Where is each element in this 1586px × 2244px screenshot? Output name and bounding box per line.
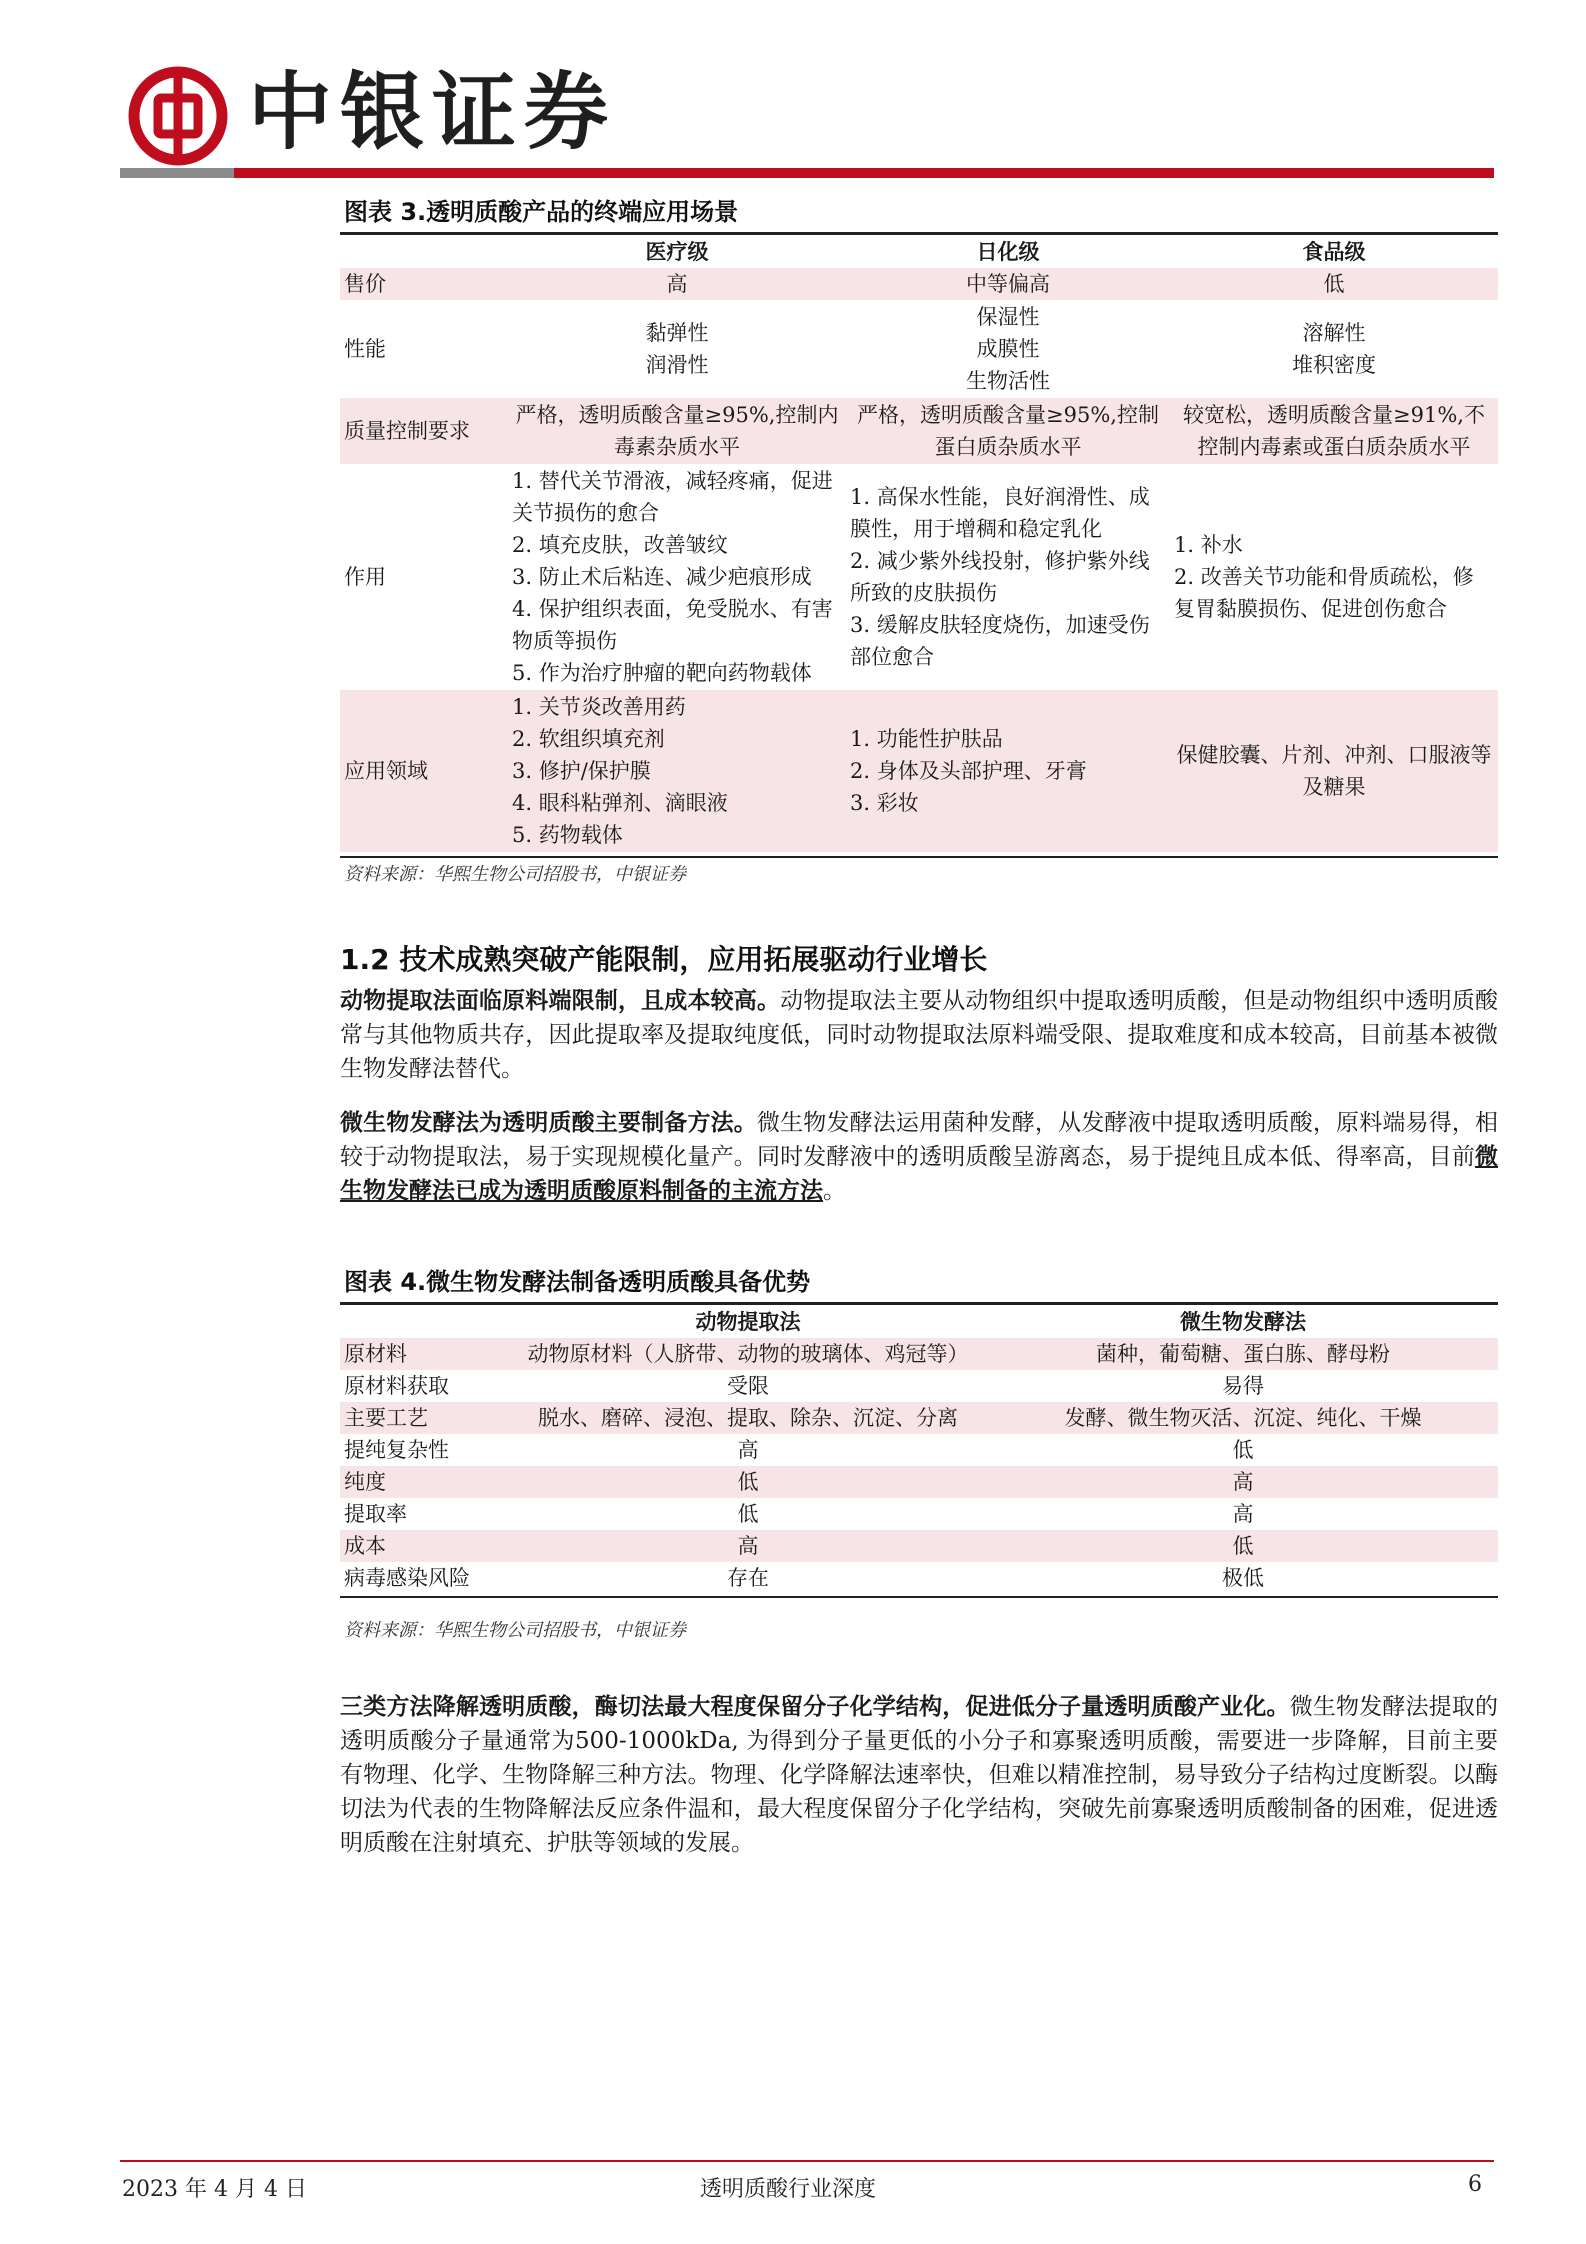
boc-logo-icon [128, 66, 228, 166]
paragraph-body: 动物提取法主要从动物组织中提取透明质酸，但是动物组织中透明质酸常与其他物质共存，因此提取率及提取纯度低，同时动物提取法原料端受限、提取难度和成本较高，目前基本被微生物发酵法替代。 [340, 988, 1499, 1082]
table4-row-label: 病毒感染风险 [344, 1566, 470, 1590]
table3-bottom-rule [340, 856, 1498, 858]
table3-row [340, 464, 1498, 690]
paragraph-degradation [340, 1690, 1498, 1860]
table4-row-label: 纯度 [340, 1466, 508, 1498]
table4-row [340, 1338, 1498, 1370]
table3-row [340, 690, 1498, 852]
table3-cell: 严格，透明质酸含量≥95%,控制蛋白质杂质水平 [846, 398, 1170, 464]
table3-header-cosmetic: 日化级 [846, 236, 1170, 268]
table3-row-label: 性能 [344, 337, 386, 361]
table3-cell: 中等偏高 [846, 268, 1170, 300]
paragraph-lead: 微生物发酵法为透明质酸主要制备方法。 [340, 1110, 757, 1136]
table3-cell: 1. 高保水性能，良好润滑性、成膜性，用于增稠和稳定乳化 2. 减少紫外线投射，修护紫外线所致的皮肤损伤 3. 缓解皮肤轻度烧伤，加速受伤部位愈合 [850, 485, 1150, 669]
table4-row [340, 1434, 1498, 1466]
table4-header-microbial: 微生物发酵法 [988, 1306, 1498, 1338]
table3-row-label: 售价 [340, 268, 508, 300]
table3-cell: 1. 关节炎改善用药 2. 软组织填充剂 3. 修护/保护膜 4. 眼科粘弹剂、滴眼液 5. 药物载体 [508, 690, 846, 852]
paragraph-emphasis: 微生物发酵法已成为透明质酸原料制备的主流方法 [340, 1144, 1498, 1204]
table3-row-label: 质量控制要求 [340, 398, 508, 464]
brand-name: 中银证券 [248, 63, 617, 161]
table3-top-rule [340, 232, 1498, 235]
table4-cell: 极低 [1222, 1566, 1264, 1590]
table3-header-blank [340, 236, 508, 268]
table4-header-animal: 动物提取法 [508, 1306, 988, 1338]
table4-top-rule [340, 1302, 1498, 1305]
table4-cell: 低 [988, 1530, 1498, 1562]
table4-row-label: 成本 [340, 1530, 508, 1562]
paragraph-fermentation [340, 1106, 1498, 1208]
table3-cell: 严格，透明质酸含量≥95%,控制内毒素杂质水平 [508, 398, 846, 464]
footer-date: 2023 年 4 月 4 日 [122, 2177, 307, 2202]
table4-row [340, 1562, 1498, 1594]
table3-cell: 较宽松，透明质酸含量≥91%,不控制内毒素或蛋白质杂质水平 [1170, 398, 1498, 464]
table3-cell: 1. 补水 2. 改善关节功能和骨质疏松，修复胃黏膜损伤、促进创伤愈合 [1174, 533, 1474, 621]
table4-cell: 高 [1232, 1502, 1254, 1526]
table4-row [340, 1466, 1498, 1498]
table3-source: 资料来源：华熙生物公司招股书，中银证券 [344, 864, 686, 885]
table4-row-label: 原材料获取 [344, 1374, 449, 1398]
table4-row-label: 主要工艺 [340, 1402, 508, 1434]
table4-cell: 易得 [1222, 1374, 1264, 1398]
table4-cell: 高 [737, 1438, 759, 1462]
table4-header-blank [340, 1306, 508, 1338]
table4-cell: 发酵、微生物灭活、沉淀、纯化、干燥 [988, 1402, 1498, 1434]
footer-rule [120, 2160, 1494, 2162]
table3-row-label: 作用 [344, 565, 386, 589]
paragraph-end: 。 [823, 1178, 846, 1204]
table3-cell: 保湿性 成膜性 生物活性 [966, 305, 1050, 393]
table4-cell: 高 [508, 1530, 988, 1562]
table4-row-label: 原材料 [340, 1338, 508, 1370]
table4-cell: 存在 [727, 1566, 769, 1590]
paragraph-body: 微生物发酵法提取的透明质酸分子量通常为500-1000kDa, 为得到分子量更低的小分子和寡聚透明质酸，需要进一步降解，目前主要有物理、化学、生物降解三种方法。物理、化学降解法速率快，但难以精准控制，易导致分子结构过度断裂。以酶切法为代表的生物降解法反应条件温和，最大程度保留分子化学结构，突破先前寡聚透明质酸制备的困难，促进透明质酸在注射填充、护肤等领域的发展。 [340, 1694, 1499, 1856]
footer-page-number: 6 [1468, 2172, 1482, 2197]
table4-row-label: 提取率 [344, 1502, 407, 1526]
paragraph-lead: 三类方法降解透明质酸，酶切法最大程度保留分子化学结构，促进低分子量透明质酸产业化。 [340, 1694, 1290, 1720]
table4-row [340, 1370, 1498, 1402]
table3-row [340, 268, 1498, 300]
table3-row-label: 应用领域 [340, 690, 508, 852]
table4-cell: 受限 [727, 1374, 769, 1398]
header-bar-red [234, 168, 1494, 178]
table4-caption: 图表 4.微生物发酵法制备透明质酸具备优势 [344, 1268, 811, 1296]
footer-title: 透明质酸行业深度 [700, 2177, 877, 2202]
table3-cell: 1. 功能性护肤品 2. 身体及头部护理、牙膏 3. 彩妆 [846, 690, 1170, 852]
table4-cell: 动物原材料（人脐带、动物的玻璃体、鸡冠等） [508, 1338, 988, 1370]
paragraph-animal-extraction [340, 984, 1498, 1086]
paragraph-body: 微生物发酵法运用菌种发酵，从发酵液中提取透明质酸，原料端易得，相较于动物提取法，易于实现规模化量产。同时发酵液中的透明质酸呈游离态，易于提纯且成本低、得率高，目前 [340, 1110, 1499, 1170]
table4-cell: 脱水、磨碎、浸泡、提取、除杂、沉淀、分离 [508, 1402, 988, 1434]
table3-cell: 保健胶囊、片剂、冲剂、口服液等及糖果 [1170, 690, 1498, 852]
table4-cell: 菌种，葡萄糖、蛋白胨、酵母粉 [988, 1338, 1498, 1370]
table3-header-food: 食品级 [1170, 236, 1498, 268]
paragraph-lead: 动物提取法面临原料端限制，且成本较高。 [340, 988, 781, 1014]
table3 [340, 236, 1498, 852]
table3-row [340, 398, 1498, 464]
table4-row [340, 1402, 1498, 1434]
header-bar-gray [120, 168, 234, 178]
table3-cell: 高 [508, 268, 846, 300]
table3-cell: 1. 替代关节滑液，减轻疼痛，促进关节损伤的愈合 2. 填充皮肤，改善皱纹 3. 防止术后粘连、减少疤痕形成 4. 保护组织表面，免受脱水、有害物质等损伤 5. 作为治疗肿瘤的靶向药物载体 [512, 469, 833, 685]
table4-bottom-rule [340, 1596, 1498, 1598]
table3-row [340, 300, 1498, 398]
table4-cell: 低 [1232, 1438, 1254, 1462]
table4-cell: 低 [737, 1502, 759, 1526]
table3-cell: 溶解性 堆积密度 [1292, 321, 1376, 377]
table3-header-medical: 医疗级 [508, 236, 846, 268]
table4-row [340, 1498, 1498, 1530]
table3-cell: 黏弹性 润滑性 [645, 321, 709, 377]
table4-row [340, 1530, 1498, 1562]
table3-caption: 图表 3.透明质酸产品的终端应用场景 [344, 198, 739, 226]
table4-source: 资料来源：华熙生物公司招股书，中银证券 [344, 1620, 686, 1641]
table4-row-label: 提纯复杂性 [344, 1438, 449, 1462]
section-heading: 1.2 技术成熟突破产能限制，应用拓展驱动行业增长 [340, 943, 988, 976]
table4 [340, 1306, 1498, 1594]
table4-cell: 高 [988, 1466, 1498, 1498]
table4-cell: 低 [508, 1466, 988, 1498]
table3-cell: 低 [1170, 268, 1498, 300]
